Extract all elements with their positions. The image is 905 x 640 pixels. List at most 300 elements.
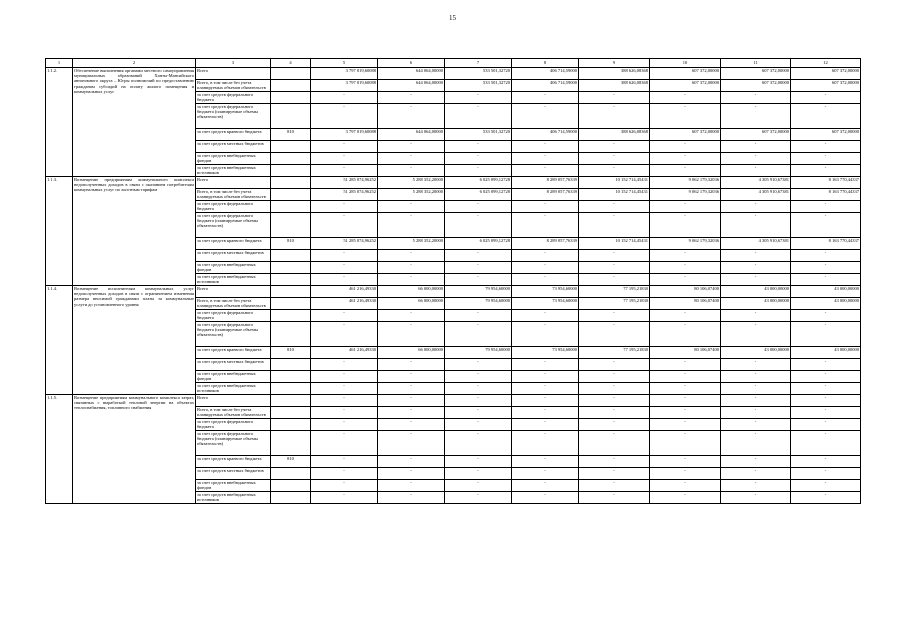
value-cell: - — [791, 407, 861, 419]
funding-source: Всего, в том числе без учета планируемых объемов обязательств — [196, 407, 271, 419]
admin-code — [271, 298, 311, 310]
value-cell: - — [791, 456, 861, 468]
admin-code — [271, 395, 311, 407]
value-cell: - — [721, 383, 791, 395]
value-cell: 77 195,21830 — [579, 286, 650, 298]
value-cell: 607 372,00000 — [791, 129, 861, 141]
value-cell: - — [311, 371, 378, 383]
funding-source: за счет средств внебюджетных источников — [196, 383, 271, 395]
admin-code — [271, 371, 311, 383]
value-cell: - — [512, 371, 579, 383]
value-cell: - — [445, 213, 512, 238]
value-cell: - — [721, 250, 791, 262]
value-cell: 388 626,08368 — [579, 68, 650, 80]
admin-code — [271, 201, 311, 213]
value-cell: 66 000,00000 — [378, 298, 445, 310]
value-cell: - — [579, 310, 650, 322]
admin-code — [271, 141, 311, 153]
column-header: 2 — [73, 59, 196, 68]
measure-name: Возмещение предприятиям коммунального комплекса затрат, связанных с выработкой тепловой энергии на объектах теплоснабжения, топливного снабжения — [73, 395, 196, 504]
value-cell: 607 372,00000 — [721, 129, 791, 141]
funding-source: за счет средств местных бюджетов — [196, 141, 271, 153]
admin-code — [271, 165, 311, 177]
value-cell: - — [311, 419, 378, 431]
value-cell: - — [721, 141, 791, 153]
value-cell: - — [445, 310, 512, 322]
admin-code — [271, 480, 311, 492]
value-cell: - — [445, 274, 512, 286]
value-cell: - — [721, 480, 791, 492]
value-cell: 3 797 019,60088 — [311, 80, 378, 92]
value-cell: 8 289 057,76339 — [512, 189, 579, 201]
value-cell: - — [721, 407, 791, 419]
value-cell: - — [311, 262, 378, 274]
funding-source: за счет средств федерального бюджета (планируемые объемы обязательств) — [196, 431, 271, 456]
value-cell: - — [721, 153, 791, 165]
value-cell: - — [721, 213, 791, 238]
value-cell: 73 954,60000 — [512, 298, 579, 310]
admin-code — [271, 80, 311, 92]
value-cell: 4 305 910,67381 — [721, 238, 791, 250]
page-number: 15 — [449, 14, 456, 22]
value-cell: - — [791, 262, 861, 274]
funding-source: за счет средств внебюджетных фондов — [196, 153, 271, 165]
value-cell: - — [311, 480, 378, 492]
value-cell: - — [445, 92, 512, 104]
value-cell: 3 797 019,60088 — [311, 68, 378, 80]
value-cell: - — [445, 431, 512, 456]
value-cell: - — [311, 383, 378, 395]
value-cell: - — [650, 213, 721, 238]
budget-table — [45, 58, 861, 504]
value-cell: - — [791, 468, 861, 480]
value-cell: 4 305 910,67381 — [721, 177, 791, 189]
value-cell: 51 285 074,96252 — [311, 189, 378, 201]
value-cell: 80 106,07400 — [650, 286, 721, 298]
value-cell: - — [445, 359, 512, 371]
value-cell: - — [791, 165, 861, 177]
admin-code — [271, 153, 311, 165]
value-cell: - — [579, 262, 650, 274]
admin-code — [271, 274, 311, 286]
value-cell: 5 288 352,20000 — [378, 189, 445, 201]
value-cell: - — [512, 201, 579, 213]
value-cell: - — [445, 201, 512, 213]
value-cell: 73 954,60000 — [512, 347, 579, 359]
value-cell: - — [650, 419, 721, 431]
admin-code — [271, 104, 311, 129]
value-cell: - — [791, 250, 861, 262]
value-cell: 6 025 099,12728 — [445, 177, 512, 189]
value-cell: 43 000,00000 — [721, 286, 791, 298]
value-cell: - — [512, 274, 579, 286]
value-cell: 10 152 714,45431 — [579, 238, 650, 250]
value-cell: - — [579, 359, 650, 371]
value-cell: - — [445, 468, 512, 480]
funding-source: за счет средств внебюджетных источников — [196, 274, 271, 286]
admin-code: 810 — [271, 456, 311, 468]
value-cell: 66 000,00000 — [378, 286, 445, 298]
column-header: 8 — [512, 59, 579, 68]
value-cell: - — [721, 322, 791, 347]
value-cell: 607 372,00000 — [650, 129, 721, 141]
funding-source: за счет средств внебюджетных фондов — [196, 480, 271, 492]
funding-source: за счет средств внебюджетных источников — [196, 492, 271, 504]
value-cell: - — [579, 395, 650, 407]
value-cell: - — [512, 431, 579, 456]
funding-source: Всего — [196, 68, 271, 80]
table-row — [46, 286, 861, 298]
value-cell: - — [791, 371, 861, 383]
value-cell: 9 062 179,32036 — [650, 189, 721, 201]
value-cell: - — [579, 371, 650, 383]
value-cell: - — [650, 371, 721, 383]
table-row — [46, 177, 861, 189]
value-cell: - — [650, 456, 721, 468]
admin-code — [271, 262, 311, 274]
value-cell: - — [512, 419, 579, 431]
value-cell: - — [445, 322, 512, 347]
funding-source: за счет средств местных бюджетов — [196, 250, 271, 262]
value-cell: 77 195,21830 — [579, 347, 650, 359]
value-cell: - — [650, 407, 721, 419]
value-cell: - — [579, 468, 650, 480]
value-cell: - — [512, 456, 579, 468]
value-cell: 607 372,00000 — [721, 68, 791, 80]
column-header: 4 — [271, 59, 311, 68]
value-cell: - — [791, 92, 861, 104]
value-cell: - — [378, 262, 445, 274]
value-cell: 43 000,00000 — [791, 286, 861, 298]
column-header: 10 — [650, 59, 721, 68]
value-cell: - — [311, 322, 378, 347]
value-cell: - — [512, 310, 579, 322]
value-cell: - — [378, 480, 445, 492]
value-cell: - — [579, 141, 650, 153]
value-cell: - — [311, 104, 378, 129]
value-cell: - — [445, 165, 512, 177]
value-cell: - — [378, 92, 445, 104]
funding-source: Всего, в том числе без учета планируемых объемов обязательств — [196, 189, 271, 201]
value-cell: - — [721, 262, 791, 274]
table-row — [46, 68, 861, 80]
row-number: 1.1.5. — [46, 395, 73, 504]
value-cell: 388 626,08368 — [579, 80, 650, 92]
funding-source: за счет средств краевого бюджета — [196, 238, 271, 250]
value-cell: - — [512, 468, 579, 480]
value-cell: 3 797 019,60088 — [311, 129, 378, 141]
value-cell: - — [445, 141, 512, 153]
value-cell: 66 000,00000 — [378, 347, 445, 359]
value-cell: - — [445, 407, 512, 419]
value-cell: 461 216,49330 — [311, 347, 378, 359]
admin-code — [271, 468, 311, 480]
value-cell: - — [791, 153, 861, 165]
value-cell: 644 064,00000 — [378, 80, 445, 92]
value-cell: - — [721, 92, 791, 104]
measure-name: Возмещение исполнителям коммунальных услуг недополученных доходов в связи с ограничением изменения размера вносимой гражданами платы за коммунальные услуги до установленного уровня — [73, 286, 196, 395]
value-cell: - — [650, 492, 721, 504]
value-cell: 644 064,00000 — [378, 129, 445, 141]
value-cell: - — [378, 395, 445, 407]
value-cell: - — [378, 419, 445, 431]
value-cell: - — [650, 310, 721, 322]
funding-source: за счет средств краевого бюджета — [196, 129, 271, 141]
value-cell: - — [378, 456, 445, 468]
value-cell: 43 000,00000 — [721, 347, 791, 359]
value-cell: - — [791, 201, 861, 213]
value-cell: - — [721, 395, 791, 407]
value-cell: 80 106,07400 — [650, 298, 721, 310]
value-cell: 79 954,60000 — [445, 286, 512, 298]
value-cell: 5 288 352,20000 — [378, 177, 445, 189]
admin-code — [271, 92, 311, 104]
value-cell: 77 195,21830 — [579, 298, 650, 310]
value-cell: - — [721, 431, 791, 456]
value-cell: - — [378, 492, 445, 504]
funding-source: за счет средств внебюджетных фондов — [196, 262, 271, 274]
value-cell: - — [445, 371, 512, 383]
value-cell: - — [378, 104, 445, 129]
admin-code: 810 — [271, 129, 311, 141]
value-cell: - — [791, 274, 861, 286]
value-cell: 8 289 057,76339 — [512, 177, 579, 189]
value-cell: 8 289 057,76339 — [512, 238, 579, 250]
value-cell: 43 000,00000 — [721, 298, 791, 310]
value-cell: - — [721, 201, 791, 213]
value-cell: - — [721, 104, 791, 129]
table-row — [46, 395, 861, 407]
value-cell: 8 163 770,44337 — [791, 177, 861, 189]
admin-code — [271, 492, 311, 504]
funding-source: за счет средств федерального бюджета — [196, 310, 271, 322]
value-cell: - — [378, 407, 445, 419]
value-cell: - — [311, 468, 378, 480]
value-cell: - — [311, 407, 378, 419]
value-cell: - — [311, 395, 378, 407]
value-cell: - — [721, 468, 791, 480]
value-cell: - — [378, 359, 445, 371]
column-header: 11 — [721, 59, 791, 68]
funding-source: Всего, в том числе без учета планируемых объемов обязательств — [196, 80, 271, 92]
admin-code — [271, 359, 311, 371]
value-cell: 10 152 714,45431 — [579, 177, 650, 189]
value-cell: 406 714,59000 — [512, 129, 579, 141]
value-cell: - — [512, 480, 579, 492]
value-cell: - — [579, 104, 650, 129]
value-cell: - — [579, 456, 650, 468]
admin-code — [271, 213, 311, 238]
funding-source: за счет средств федерального бюджета (планируемые объемы обязательств) — [196, 104, 271, 129]
admin-code — [271, 322, 311, 347]
value-cell: - — [650, 104, 721, 129]
value-cell: - — [512, 92, 579, 104]
value-cell: - — [311, 456, 378, 468]
value-cell: - — [311, 274, 378, 286]
value-cell: - — [311, 359, 378, 371]
column-header: 6 — [378, 59, 445, 68]
value-cell: - — [512, 383, 579, 395]
value-cell: - — [579, 419, 650, 431]
row-number: 1.1.3. — [46, 177, 73, 286]
funding-source: за счет средств федерального бюджета — [196, 92, 271, 104]
admin-code — [271, 419, 311, 431]
value-cell: - — [721, 310, 791, 322]
value-cell: - — [378, 431, 445, 456]
value-cell: 607 372,00000 — [650, 80, 721, 92]
value-cell: 79 954,60000 — [445, 298, 512, 310]
funding-source: за счет средств федерального бюджета (планируемые объемы обязательств) — [196, 213, 271, 238]
value-cell: 8 163 770,44337 — [791, 189, 861, 201]
value-cell: - — [579, 165, 650, 177]
value-cell: - — [579, 431, 650, 456]
value-cell: - — [721, 359, 791, 371]
admin-code — [271, 310, 311, 322]
value-cell: - — [311, 153, 378, 165]
funding-source: за счет средств внебюджетных фондов — [196, 371, 271, 383]
value-cell: - — [378, 165, 445, 177]
value-cell: 5 288 352,20000 — [378, 238, 445, 250]
value-cell: - — [579, 274, 650, 286]
value-cell: - — [512, 322, 579, 347]
value-cell: - — [650, 201, 721, 213]
funding-source: Всего — [196, 177, 271, 189]
value-cell: - — [311, 92, 378, 104]
value-cell: - — [650, 359, 721, 371]
value-cell: - — [311, 310, 378, 322]
value-cell: - — [445, 104, 512, 129]
value-cell: - — [791, 492, 861, 504]
value-cell: 406 714,59000 — [512, 80, 579, 92]
value-cell: - — [650, 274, 721, 286]
value-cell: - — [791, 141, 861, 153]
value-cell: 73 954,60000 — [512, 286, 579, 298]
column-header: 12 — [791, 59, 861, 68]
value-cell: - — [791, 310, 861, 322]
value-cell: 79 954,60000 — [445, 347, 512, 359]
value-cell: 533 501,32720 — [445, 80, 512, 92]
value-cell: - — [650, 165, 721, 177]
funding-source: за счет средств внебюджетных источников — [196, 165, 271, 177]
value-cell: - — [650, 141, 721, 153]
value-cell: - — [445, 492, 512, 504]
header-row — [46, 59, 861, 68]
value-cell: - — [650, 262, 721, 274]
value-cell: 51 285 074,96252 — [311, 177, 378, 189]
value-cell: - — [791, 213, 861, 238]
value-cell: - — [378, 383, 445, 395]
column-header: 7 — [445, 59, 512, 68]
value-cell: 533 501,32720 — [445, 68, 512, 80]
value-cell: 607 372,00000 — [791, 68, 861, 80]
value-cell: - — [311, 431, 378, 456]
value-cell: - — [579, 492, 650, 504]
admin-code: 810 — [271, 238, 311, 250]
value-cell: 51 285 074,96252 — [311, 238, 378, 250]
value-cell: - — [445, 262, 512, 274]
value-cell: - — [311, 492, 378, 504]
value-cell: - — [791, 480, 861, 492]
value-cell: - — [311, 165, 378, 177]
value-cell: - — [445, 419, 512, 431]
funding-source: Всего — [196, 395, 271, 407]
admin-code — [271, 250, 311, 262]
value-cell: - — [512, 250, 579, 262]
funding-source: за счет средств местных бюджетов — [196, 468, 271, 480]
value-cell: - — [311, 201, 378, 213]
value-cell: - — [512, 165, 579, 177]
value-cell: - — [721, 274, 791, 286]
value-cell: - — [512, 153, 579, 165]
value-cell: - — [579, 480, 650, 492]
value-cell: - — [721, 419, 791, 431]
value-cell: 607 372,00000 — [721, 80, 791, 92]
value-cell: - — [512, 359, 579, 371]
value-cell: 9 062 179,32036 — [650, 238, 721, 250]
value-cell: 80 106,07400 — [650, 347, 721, 359]
funding-source: за счет средств федерального бюджета (планируемые объемы обязательств) — [196, 322, 271, 347]
value-cell: 6 025 099,12728 — [445, 189, 512, 201]
admin-code — [271, 383, 311, 395]
admin-code — [271, 431, 311, 456]
measure-name: Возмещение предприятиям коммунального комплекса недополученных доходов в связи с оказанием потребителям коммунальных услуг по льготным тарифам — [73, 177, 196, 286]
column-header: 9 — [579, 59, 650, 68]
value-cell: - — [650, 395, 721, 407]
value-cell: - — [378, 371, 445, 383]
column-header: 1 — [46, 59, 73, 68]
value-cell: - — [579, 383, 650, 395]
funding-source: за счет средств федерального бюджета — [196, 419, 271, 431]
value-cell: - — [579, 201, 650, 213]
value-cell: 43 000,00000 — [791, 347, 861, 359]
value-cell: - — [650, 480, 721, 492]
value-cell: - — [512, 141, 579, 153]
value-cell: - — [378, 310, 445, 322]
value-cell: - — [378, 201, 445, 213]
value-cell: - — [721, 492, 791, 504]
admin-code — [271, 286, 311, 298]
value-cell: - — [579, 213, 650, 238]
value-cell: - — [791, 431, 861, 456]
value-cell: - — [791, 104, 861, 129]
funding-source: за счет средств федерального бюджета — [196, 201, 271, 213]
value-cell: 43 000,00000 — [791, 298, 861, 310]
column-header: 3 — [196, 59, 271, 68]
value-cell: - — [791, 395, 861, 407]
value-cell: 10 152 714,45431 — [579, 189, 650, 201]
value-cell: - — [445, 395, 512, 407]
value-cell: - — [579, 322, 650, 347]
value-cell: - — [791, 359, 861, 371]
value-cell: - — [512, 262, 579, 274]
value-cell: - — [378, 322, 445, 347]
value-cell: 6 025 099,12728 — [445, 238, 512, 250]
value-cell: - — [378, 468, 445, 480]
value-cell: - — [378, 213, 445, 238]
value-cell: - — [445, 480, 512, 492]
funding-source: за счет средств местных бюджетов — [196, 359, 271, 371]
value-cell: - — [721, 165, 791, 177]
value-cell: - — [445, 383, 512, 395]
value-cell: - — [650, 92, 721, 104]
funding-source: за счет средств краевого бюджета — [196, 456, 271, 468]
funding-source: за счет средств краевого бюджета — [196, 347, 271, 359]
value-cell: - — [311, 213, 378, 238]
row-number: 1.1.4. — [46, 286, 73, 395]
value-cell: - — [311, 141, 378, 153]
value-cell: - — [512, 104, 579, 129]
value-cell: - — [650, 153, 721, 165]
